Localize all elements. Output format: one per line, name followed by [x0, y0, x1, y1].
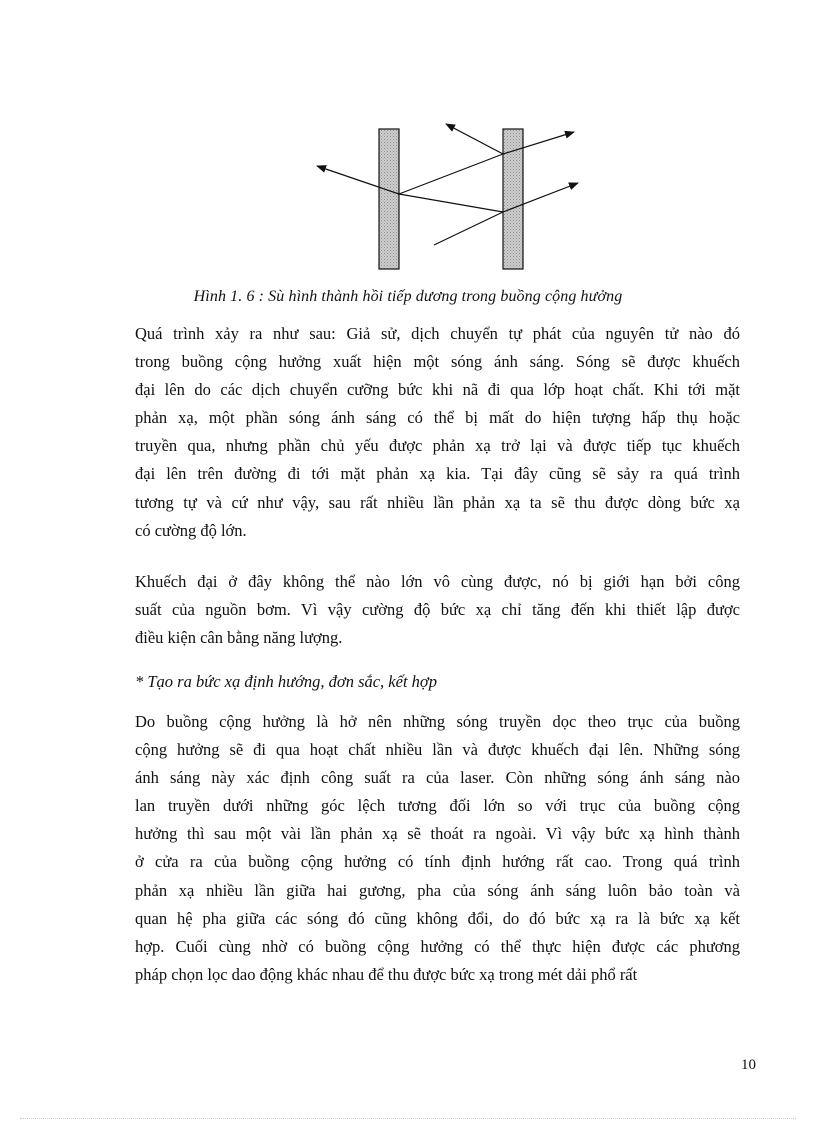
resonator-diagram: [300, 115, 600, 280]
text-line: có cường độ lớn.: [135, 520, 247, 540]
text-line: ở cửa ra của buồng cộng hưởng có tính định hướng rất cao. Trong quá trình: [135, 852, 740, 872]
text-line: cộng hưởng sẽ đi qua hoạt chất nhiều lần và được khuếch đại lên. Những sóng: [135, 740, 740, 760]
ray-reflected-up: [446, 124, 503, 154]
text-line: truyền qua, nhưng phần chủ yếu được phản xạ trở lại và được tiếp tục khuếch: [135, 436, 740, 456]
text-line: suất của nguồn bơm. Vì vậy cường độ bức xạ chỉ tăng đến khi thiết lập được: [135, 600, 740, 620]
text-line: Khuếch đại ở đây không thể nào lớn vô cùng được, nó bị giới hạn bởi công: [135, 572, 740, 591]
text-line: Do buồng cộng hưởng là hở nên những sóng truyền dọc theo trục của buồng: [135, 712, 740, 731]
ray-reflected-right: [399, 154, 503, 194]
light-rays: [317, 124, 578, 245]
text-line: hưởng thì sau một vài lần phản xạ sẽ thoát ra ngoài. Vì vậy bức xạ hình thành: [135, 824, 740, 844]
text-line: điều kiện cân bằng năng lượng.: [135, 628, 343, 648]
text-line: pháp chọn lọc dao động khác nhau để thu được bức xạ trong mét dải phổ rất: [135, 964, 638, 984]
text-line: đại lên do các dịch chuyển cưỡng bức khi nã đi qua lớp hoạt chất. Khi tới mặt: [135, 380, 740, 400]
text-line: tương tự và cứ như vậy, sau rất nhiều lần phản xạ ta sẽ thu được dòng bức xạ: [135, 492, 740, 512]
paragraph-amplification: [135, 568, 740, 652]
paragraph-process: [135, 320, 740, 545]
right-mirror: [503, 129, 523, 269]
text-line: phản xạ, một phần sóng ánh sáng có thể bị mất do hiện tượng hấp thụ hoặc: [135, 408, 740, 428]
figure-caption: Hình 1. 6 : Sù hình thành hồi tiếp dương trong buồng cộng hưởng: [193, 288, 623, 305]
text-line: ánh sáng này xác định công suất ra của laser. Còn những sóng ánh sáng nào: [135, 768, 740, 788]
incoming-ray: [434, 212, 503, 245]
text-line: trong buồng cộng hưởng xuất hiện một sóng ánh sáng. Sóng sẽ được khuếch: [135, 352, 740, 372]
ray-reflected-left: [399, 194, 503, 212]
section-heading: * Tạo ra bức xạ định hướng, đơn sắc, kết hợp: [135, 672, 437, 691]
text-line: Quá trình xảy ra như sau: Giả sử, dịch chuyển tự phát của nguyên tử nào đó: [135, 324, 740, 343]
text-line: đại lên trên đường đi tới mặt phản xạ kia. Tại đây cũng sẽ sảy ra quá trình: [135, 464, 740, 484]
left-mirror: [379, 129, 399, 269]
page-number: 10: [741, 1057, 756, 1073]
text-line: hợp. Cuối cùng nhờ có buồng cộng hưởng có thể thực hiện được các phương: [135, 936, 740, 956]
text-line: phản xạ nhiều lần giữa hai gương, pha của sóng ánh sáng luôn bảo toàn và: [135, 880, 740, 900]
page-bottom-divider: [20, 1118, 796, 1119]
text-line: lan truyền dưới những góc lệch tương đối lớn so với trục của buồng cộng: [135, 796, 740, 816]
text-line: quan hệ pha giữa các sóng đó cũng không đổi, do đó bức xạ ra là bức xạ kết: [135, 908, 740, 928]
paragraph-directional: [135, 708, 740, 989]
